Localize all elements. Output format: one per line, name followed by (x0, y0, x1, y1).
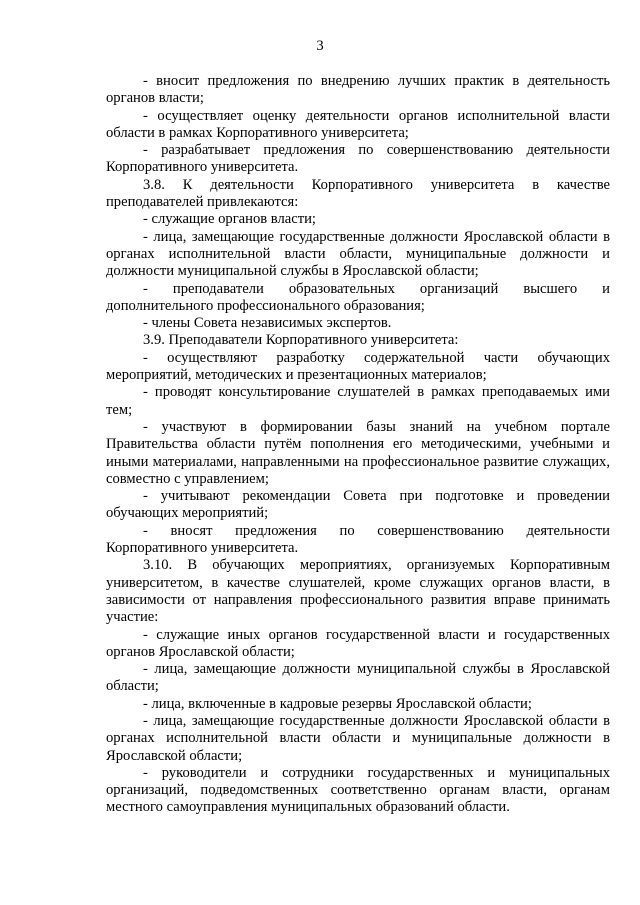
document-body (106, 73, 610, 817)
paragraph: - служащие органов власти; (143, 211, 316, 228)
paragraph: - осуществляют разработку содержательной части обучающих мероприятий, методических и презентационных материалов; (106, 349, 610, 384)
paragraph: - руководители и сотрудники государственных и муниципальных организаций, подведомственных соответственно органам власти, органам местного самоуправления муниципальных образований области. (106, 764, 610, 816)
paragraph: - преподаватели образовательных организаций высшего и дополнительного профессионального образования; (106, 280, 610, 314)
paragraph: - участвуют в формировании базы знаний на учебном портале Правительства области путём пополнения его методическими, учебными и иными материалами, направленными на профессиональное развитие служащих, совместно с управлением; (106, 418, 610, 487)
paragraph: 3.8. К деятельности Корпоративного университета в качестве преподавателей привлекаются: (106, 176, 610, 211)
page-number: 3 (316, 38, 324, 54)
paragraph: - проводят консультирование слушателей в рамках преподаваемых ими тем; (106, 384, 610, 418)
paragraph: - лица, замещающие государственные должности Ярославской области в органах исполнительной власти области, муниципальные должности и должности муниципальной службы в Ярославской области; (106, 228, 610, 280)
paragraph: - члены Совета независимых экспертов. (143, 315, 392, 332)
paragraph: 3.9. Преподаватели Корпоративного университета: (143, 332, 459, 349)
paragraph: - разрабатывает предложения по совершенствованию деятельности Корпоративного университета. (106, 142, 610, 176)
paragraph: - лица, включенные в кадровые резервы Ярославской области; (143, 695, 532, 712)
paragraph: 3.10. В обучающих мероприятиях, организуемых Корпоративным университетом, в качестве слушателей, кроме служащих органов власти, в зависимости от направления профессионального развития вправе принимать участие: (106, 557, 610, 626)
paragraph: - лица, замещающие должности муниципальной службы в Ярославской области; (106, 661, 610, 695)
paragraph: - лица, замещающие государственные должности Ярославской области в органах исполнительной власти области и муниципальные должности в Ярославской области; (106, 712, 610, 764)
paragraph: - вносят предложения по совершенствованию деятельности Корпоративного университета. (106, 522, 610, 557)
paragraph: - служащие иных органов государственной власти и государственных органов Ярославской области; (106, 626, 610, 660)
paragraph: - вносит предложения по внедрению лучших практик в деятельность органов власти; (106, 73, 610, 107)
paragraph: - осуществляет оценку деятельности органов исполнительной власти области в рамках Корпоративного университета; (106, 107, 610, 141)
paragraph: - учитывают рекомендации Совета при подготовке и проведении обучающих мероприятий; (106, 488, 610, 522)
